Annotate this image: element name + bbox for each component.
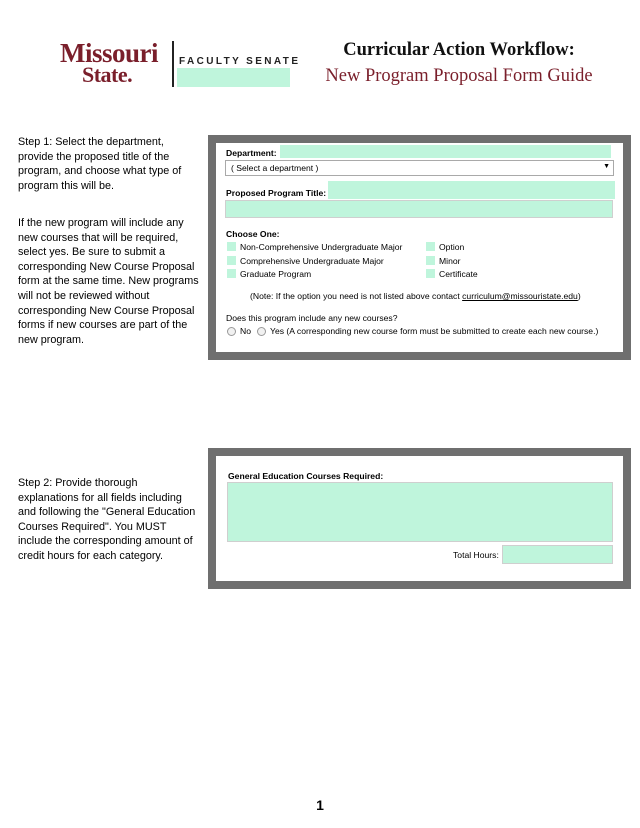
step2-instructions: Step 2: Provide thorough explanations for all fields including and following the "General Education Courses Required". You MUST include the corresponding amount of credit hours for each category. [18,477,196,562]
radio-yes-label: Yes (A corresponding new course form must be submitted to create each new course.) [270,326,599,336]
proposed-title-label: Proposed Program Title: [226,188,327,198]
department-label: Department: [226,148,277,158]
checkbox-option[interactable] [426,242,435,251]
option-note-suffix: ) [577,291,581,301]
option-note [250,291,581,301]
radio-no-label: No [240,326,251,336]
radio-no[interactable] [227,327,236,336]
page-number: 1 [316,797,324,813]
senate-highlight-field [177,68,290,87]
option-graduate: Graduate Program [240,269,312,279]
option-option: Option [439,242,465,252]
checkbox-minor[interactable] [426,256,435,265]
department-select-value: ( Select a department ) [231,163,319,173]
gen-ed-textarea[interactable] [227,482,613,542]
checkbox-graduate[interactable] [227,269,236,278]
curriculum-email-link[interactable]: curriculum@missouristate.edu [462,291,578,301]
logo-state-text: State. [82,62,133,87]
step1-note: If the new program will include any new courses that will be required, select yes. Be sure to submit a corresponding New Course Proposal form at the same time. New programs will not be reviewed without corresponding New Course Proposal forms if new courses are part of the new program. [18,217,199,346]
page-title: Curricular Action Workflow: [343,40,575,60]
option-non-comprehensive: Non-Comprehensive Undergraduate Major [240,242,403,252]
new-courses-question: Does this program include any new courses? [226,313,398,323]
logo-missouri-text: Missouri [60,38,159,68]
department-highlight [280,145,611,158]
gen-ed-label: General Education Courses Required: [228,471,384,481]
logo-divider [172,41,174,87]
total-hours-input[interactable] [502,545,613,564]
checkbox-certificate[interactable] [426,269,435,278]
option-comprehensive: Comprehensive Undergraduate Major [240,256,384,266]
checkbox-comprehensive[interactable] [227,256,236,265]
option-minor: Minor [439,256,461,266]
proposed-title-input[interactable] [225,200,613,218]
step1-instructions: Step 1: Select the department, provide the proposed title of the program, and choose what type of program this will be. [18,136,182,192]
proposed-title-highlight [328,181,615,199]
department-select[interactable] [225,160,614,176]
option-certificate: Certificate [439,269,478,279]
option-note-prefix: (Note: If the option you need is not listed above contact [250,291,463,301]
chevron-down-icon: ▼ [603,163,610,170]
radio-yes[interactable] [257,327,266,336]
choose-one-label: Choose One: [226,229,280,239]
checkbox-non-comprehensive[interactable] [227,242,236,251]
page-subtitle: New Program Proposal Form Guide [325,66,593,86]
total-hours-label: Total Hours: [453,550,499,560]
faculty-senate-label: FACULTY SENATE [179,56,301,67]
